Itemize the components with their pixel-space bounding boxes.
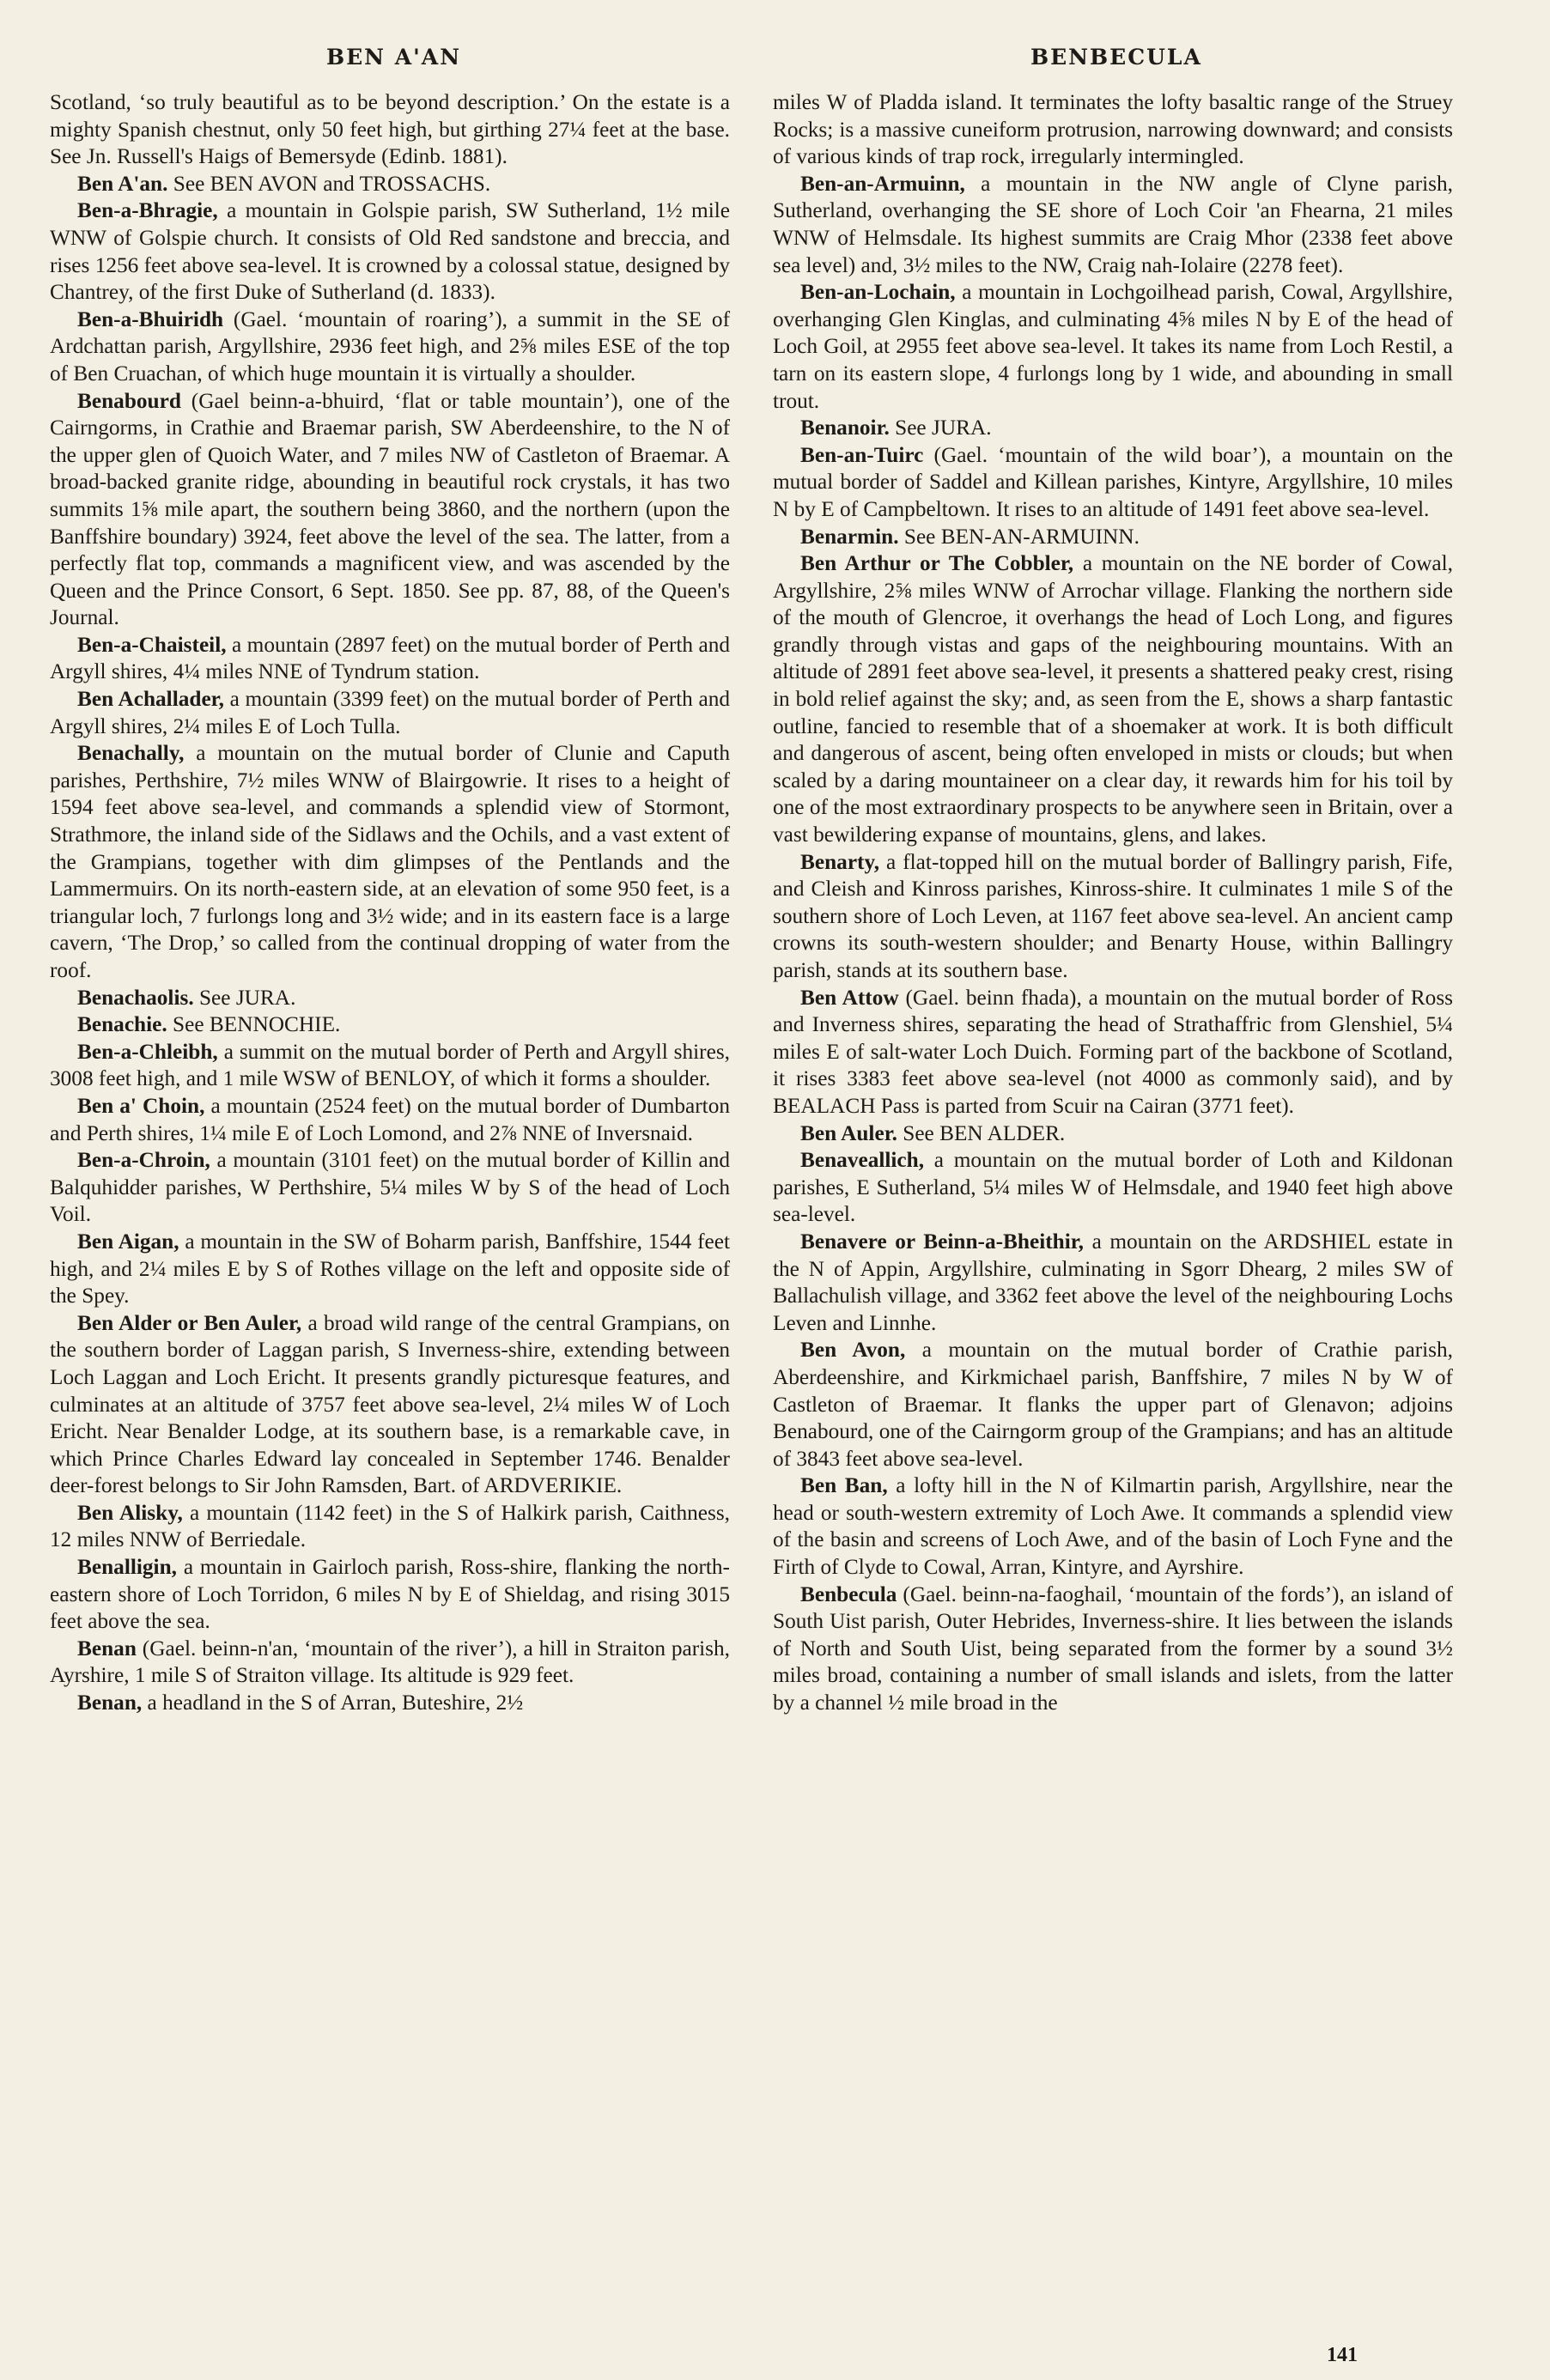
entry-headword: Ben-an-Lochain, (800, 280, 956, 305)
gazetteer-entry (773, 442, 1453, 524)
entry-text: See JURA. (198, 985, 296, 1010)
entry-text: a mountain on the mutual border of Loth and Kildonan parishes, E Sutherland, 5¼ miles W of Helmsdale, and 1940 feet high above sea-level. (773, 1148, 1453, 1227)
gazetteer-entry (773, 1120, 1453, 1148)
entry-headword: Ben Arthur or The Cobbler, (800, 551, 1074, 576)
gazetteer-entry (50, 1229, 730, 1310)
entry-headword: Ben-a-Bhragie, (77, 198, 218, 223)
entry-text: See BEN AVON and TROSSACHS. (173, 171, 491, 196)
gazetteer-entry (50, 1011, 730, 1039)
entry-headword: Benbecula (800, 1582, 897, 1606)
entry-text: a mountain in Golspie parish, SW Sutherland, 1½ mile WNW of Golspie church. It consists of Old Red sandstone and breccia, and rises 1256 feet above sea-level. It is crowned by a colossal statue, designed by Chantrey, of the first Duke of Sutherland (d. 1833). (50, 198, 731, 305)
entry-headword: Benabourd (77, 388, 181, 413)
entry-headword: Benan, (77, 1691, 143, 1715)
entry-text: a mountain in Gairloch parish, Ross-shire, flanking the north-eastern shore of Loch Torridon, 6 miles N by E of Shieldag, and rising 3015 feet above the sea. (50, 1555, 730, 1634)
right-column (773, 89, 1453, 1717)
entry-text: a mountain in the NW angle of Clyne parish, Sutherland, overhanging the SE shore of Loch Coir 'an Fhearna, 21 miles WNW of Helmsdale. Its highest summits are Craig Mhor (2338 feet above sea level) and, 3½ miles to the NW, Craig nah-Iolaire (2278 feet). (773, 171, 1453, 277)
entry-text: a mountain (2524 feet) on the mutual border of Dumbarton and Perth shires, 1¼ mile E of Loch Lomond, and 2⅞ NNE of Inversnaid. (50, 1093, 731, 1145)
entry-headword: Benachally, (77, 741, 185, 766)
entry-text: (Gael. beinn fhada), a mountain on the mutual border of Ross and Inverness shires, separating the head of Strathaffric from Glenshiel, 5¼ miles E of salt-water Loch Duich. Forming part of the backbone of Scotland, it rises 3383 feet above sea-level (not 4000 as commonly said), and by BEALACH Pass is parted from Scuir na Cairan (3771 feet). (773, 985, 1454, 1118)
gazetteer-entry (773, 1582, 1453, 1717)
entry-headword: Ben Achallader, (77, 687, 224, 712)
gazetteer-entry (773, 1472, 1453, 1581)
entry-text: a mountain on the NE border of Cowal, Argyllshire, 2⅝ miles WNW of Arrochar village. Flanking the northern side of the mouth of Glencroe, it overhangs the head of Loch Long, and figures grandly through vistas and gaps of the neighbouring mountains. With an altitude of 2891 feet above sea-level, it presents a shattered peaky crest, rising in bold relief against the sky; and, as seen from the E, shows a sharp fantastic outline, fancied to resemble that of a shoemaker at work. It is both difficult and dangerous of ascent, being often enveloped in mists or clouds; but when scaled by a daring mountaineer on a clear day, it rewards him for his toil by one of the most extraordinary prospects to be anywhere seen in Britain, over a vast bewildering expanse of mountains, glens, and lakes. (773, 551, 1453, 847)
gazetteer-entry (773, 415, 1453, 442)
gazetteer-entry (50, 1039, 730, 1093)
gazetteer-entry (773, 1337, 1453, 1472)
gazetteer-entry (773, 279, 1453, 415)
entry-headword: Ben Alder or Ben Auler, (77, 1310, 302, 1335)
entry-headword: Benanoir. (800, 416, 890, 440)
entry-text: a mountain (3399 feet) on the mutual border of Perth and Argyll shires, 2¼ miles E of Loch Tulla. (50, 687, 730, 738)
entry-headword: Ben Alisky, (77, 1500, 183, 1525)
gazetteer-entry (50, 1636, 730, 1690)
entry-headword: Ben Avon, (800, 1338, 906, 1363)
gazetteer-entry (773, 171, 1453, 279)
gazetteer-entry (50, 171, 730, 198)
entry-headword: Ben Ban, (800, 1473, 888, 1498)
gazetteer-entry (50, 307, 730, 388)
gazetteer-entry (50, 632, 730, 686)
gazetteer-entry (50, 740, 730, 984)
entry-headword: Ben Attow (800, 985, 899, 1010)
gazetteer-entry (50, 1690, 730, 1717)
entry-text: a broad wild range of the central Grampians, on the southern border of Laggan parish, S Inverness-shire, extending between Loch Laggan and Loch Ericht. It presents grandly picturesque features, and culminates at an altitude of 3757 feet above sea-level, 2¼ miles W of Loch Ericht. Near Benalder Lodge, at its southern base, is a remarkable cave, in which Prince Charles Edward lay concealed in September 1746. Benalder deer-forest belongs to Sir John Ramsden, Bart. of ARDVERIKIE. (50, 1310, 730, 1498)
entry-headword: Ben-a-Bhuiridh (77, 307, 224, 331)
running-head (0, 45, 1550, 79)
entry-text: a mountain in the SW of Boharm parish, Banffshire, 1544 feet high, and 2¼ miles E by S of Rothes village on the left and opposite side of the Spey. (50, 1229, 730, 1308)
gazetteer-entry (50, 985, 730, 1012)
left-column (50, 89, 730, 1717)
gazetteer-entry (50, 1310, 730, 1500)
gazetteer-entry (50, 388, 730, 632)
entry-text: See BENNOCHIE. (173, 1012, 341, 1037)
entry-text: (Gael. ‘mountain of roaring’), a summit in the SE of Ardchattan parish, Argyllshire, 2936 feet high, and 2⅝ miles ESE of the top of Ben Cruachan, of which huge mountain it is virtually a shoulder. (50, 307, 730, 386)
gazetteer-entry (50, 1554, 730, 1636)
entry-headword: Ben Aigan, (77, 1229, 179, 1254)
entry-text: (Gael. beinn-n'an, ‘mountain of the river’), a hill in Straiton parish, Ayrshire, 1 mile S of Straiton village. Its altitude is 929 feet. (50, 1636, 731, 1688)
entry-headword: Benarty, (800, 849, 880, 874)
entry-text: See BEN ALDER. (903, 1120, 1066, 1145)
entry-headword: Ben-a-Chroin, (77, 1148, 210, 1173)
entry-headword: Ben a' Choin, (77, 1093, 205, 1118)
entry-headword: Benarmin. (800, 524, 899, 549)
gazetteer-entry (773, 550, 1453, 849)
entry-text: miles W of Pladda island. It terminates the lofty basaltic range of the Struey Rocks; is a massive cuneiform protrusion, narrowing downward; and consists of various kinds of trap rock, irregularly intermingled. (773, 90, 1453, 169)
entry-headword: Benaveallich, (800, 1148, 925, 1173)
entry-headword: Ben-a-Chleibh, (77, 1039, 218, 1064)
gazetteer-entry (773, 985, 1453, 1120)
gazetteer-entry (50, 686, 730, 740)
entry-headword: Ben-a-Chaisteil, (77, 632, 227, 657)
gazetteer-entry (50, 1500, 730, 1554)
entry-text: a mountain in Lochgoilhead parish, Cowal, Argyllshire, overhanging Glen Kinglas, and culminating 4⅝ miles N by E of the head of Loch Goil, at 2955 feet above sea-level. It takes its name from Loch Restil, a tarn on its eastern slope, 4 furlongs long by 1 wide, and abounding in small trout. (773, 280, 1454, 413)
entry-headword: Benalligin, (77, 1555, 177, 1580)
gazetteer-entry (773, 1229, 1453, 1337)
gazetteer-entry (50, 197, 730, 306)
page-number: 141 (1327, 2344, 1358, 2366)
entry-text: a headland in the S of Arran, Buteshire, 2½ (147, 1691, 524, 1715)
entry-text: a mountain on the mutual border of Clunie and Caputh parishes, Perthshire, 7½ miles WNW of Blairgowrie. It rises to a height of 1594 feet above sea-level, and commands a splendid view of Stormont, Strathmore, the inland side of the Sidlaws and the Ochils, and a vast extent of the Grampians, together with dim glimpses of the Pentlands and the Lammermuirs. On its north-eastern side, at an elevation of some 950 feet, is a triangular loch, 7 furlongs long and 3½ wide; and in its eastern face is a large cavern, ‘The Drop,’ so called from the continual dropping of water from the roof. (50, 741, 731, 982)
entry-text: (Gael. beinn-na-faoghail, ‘mountain of the fords’), an island of South Uist parish, Outer Hebrides, Inverness-shire. It lies between the islands of North and South Uist, being separated from the former by a sound 3½ miles broad, containing a number of small islands and islets, from the latter by a channel ½ mile broad in the (773, 1582, 1453, 1715)
gazetteer-entry (50, 89, 730, 171)
running-head-right: BENBECULA (1030, 45, 1202, 70)
gazetteer-entry (773, 849, 1453, 985)
entry-headword: Benavere or Beinn-a-Bheithir, (800, 1229, 1084, 1254)
entry-headword: Ben Auler. (800, 1120, 897, 1145)
gazetteer-entry (50, 1093, 730, 1147)
running-head-left: BEN A'AN (326, 45, 462, 70)
entry-text: a mountain on the mutual border of Crathie parish, Aberdeenshire, and Kirkmichael parish, Banffshire, 7 miles N by W of Castleton of Braemar. It flanks the upper part of Glenavon; adjoins Benabourd, one of the Cairngorm group of the Grampians; and has an altitude of 3843 feet above sea-level. (773, 1338, 1453, 1471)
entry-headword: Benachie. (77, 1012, 167, 1037)
entry-text: a lofty hill in the N of Kilmartin parish, Argyllshire, near the head or south-western extremity of Loch Awe. It commands a splendid view of the basin and screens of Loch Awe, and of the basin of Loch Fyne and the Firth of Clyde to Cowal, Arran, Kintyre, and Ayrshire. (773, 1473, 1453, 1580)
entry-headword: Ben-an-Armuinn, (800, 171, 965, 196)
entry-text: a mountain on the ARDSHIEL estate in the N of Appin, Argyllshire, culminating in Sgorr Dhearg, 2 miles SW of Ballachulish village, and 3362 feet above the level of the neighbouring Lochs Leven and Linnhe. (773, 1229, 1453, 1335)
entry-text: a mountain (1142 feet) in the S of Halkirk parish, Caithness, 12 miles NNW of Berriedale. (50, 1500, 730, 1552)
entry-text: a summit on the mutual border of Perth and Argyll shires, 3008 feet high, and 1 mile WSW of BENLOY, of which it forms a shoulder. (50, 1039, 730, 1091)
entry-text: a flat-topped hill on the mutual border of Ballingry parish, Fife, and Cleish and Kinross parishes, Kinross-shire. It culminates 1 mile S of the southern shore of Loch Leven, at 1167 feet above sea-level. An ancient camp crowns its south-western shoulder; and Benarty House, within Ballingry parish, stands at its southern base. (773, 849, 1454, 982)
entry-headword: Ben A'an. (77, 171, 168, 196)
entry-text: Scotland, ‘so truly beautiful as to be beyond description.’ On the estate is a mighty Spanish chestnut, only 50 feet high, but girthing 27¼ feet at the base. See Jn. Russell's Haigs of Bemersyde (Edinb. 1881). (50, 90, 730, 169)
entry-headword: Benan (77, 1636, 137, 1661)
entry-text: (Gael. ‘mountain of the wild boar’), a mountain on the mutual border of Saddel and Killean parishes, Kintyre, Argyllshire, 10 miles N by E of Campbeltown. It rises to an altitude of 1491 feet above sea-level. (773, 442, 1453, 521)
gazetteer-entry (773, 524, 1453, 551)
gazetteer-entry (50, 1147, 730, 1229)
entry-text: See BEN-AN-ARMUINN. (903, 524, 1140, 549)
entry-text: a mountain (2897 feet) on the mutual border of Perth and Argyll shires, 4¼ miles NNE of Tyndrum station. (50, 632, 731, 684)
gazetteer-entry (773, 89, 1453, 171)
entry-headword: Benachaolis. (77, 985, 194, 1010)
entry-text: See JURA. (895, 416, 992, 440)
gazetteer-entry (773, 1147, 1453, 1229)
entry-headword: Ben-an-Tuirc (800, 442, 924, 467)
entry-text: (Gael beinn-a-bhuird, ‘flat or table mountain’), one of the Cairngorms, in Crathie and Braemar parish, SW Aberdeenshire, to the N of the upper glen of Quoich Water, and 7 miles NW of Castleton of Braemar. A broad-backed granite ridge, abounding in beautiful rock crystals, it has two summits 1⅝ mile apart, the southern being 3860, and the northern (upon the Banffshire boundary) 3924, feet above the level of the sea. The latter, from a perfectly flat top, commands a magnificent view, and was ascended by the Queen and the Prince Consort, 6 Sept. 1850. See pp. 87, 88, of the Queen's Journal. (50, 388, 731, 630)
entry-text: a mountain (3101 feet) on the mutual border of Killin and Balquhidder parishes, W Perthshire, 5¼ miles W by S of the head of Loch Voil. (50, 1148, 731, 1227)
